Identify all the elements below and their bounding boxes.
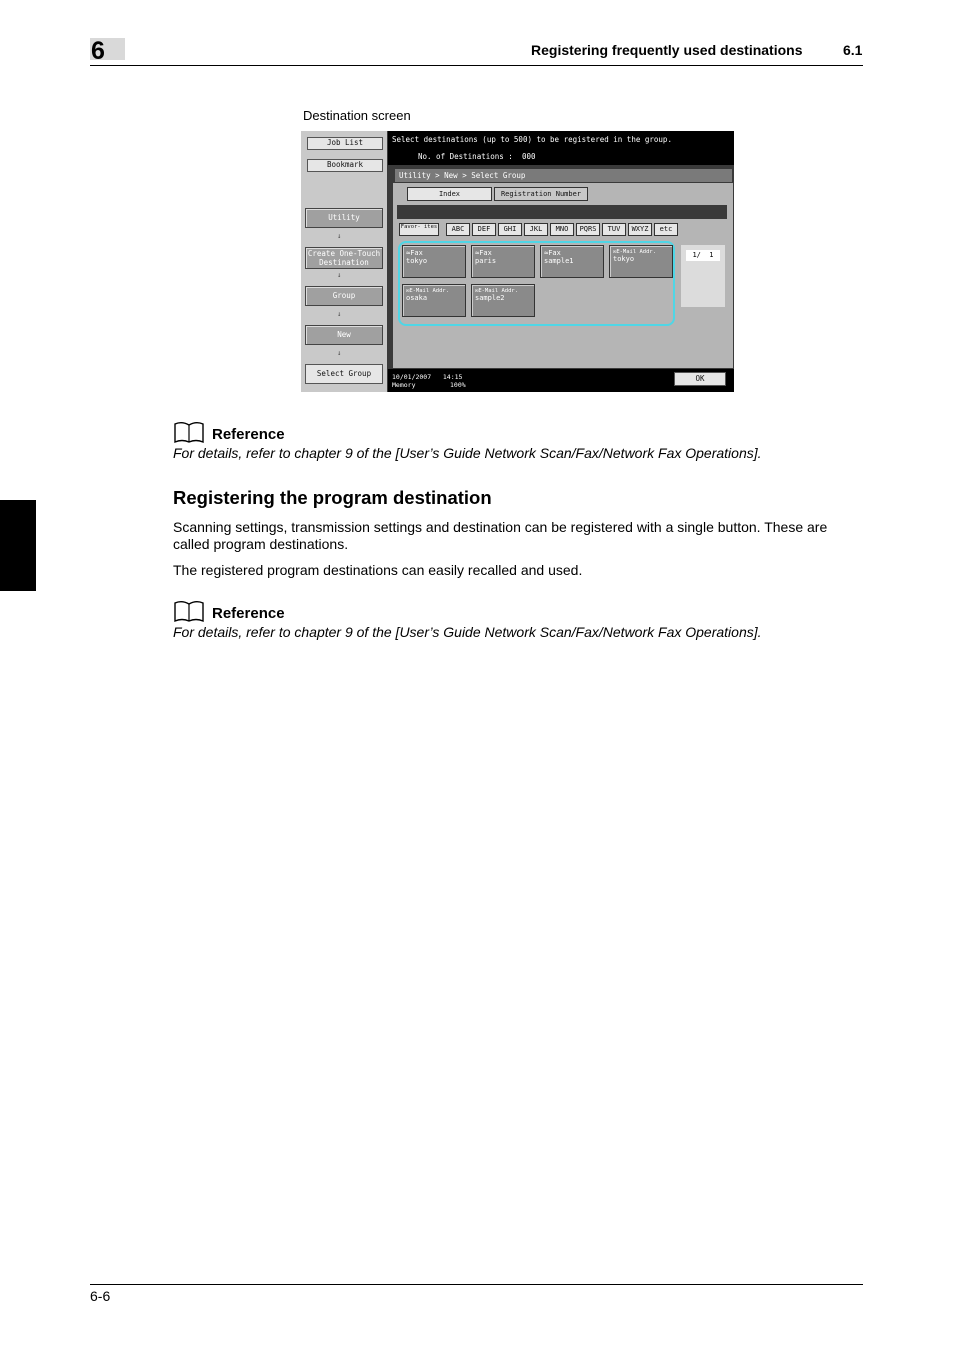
- email-icon: ✉E-Mail Addr.: [613, 249, 657, 255]
- destination-panel: [393, 183, 733, 368]
- footer-rule: [90, 1284, 863, 1285]
- fax-icon: ≈Fax: [544, 249, 561, 257]
- reference-text: For details, refer to chapter 9 of the [User’s Guide Network Scan/Fax/Network Fax Operations].: [173, 624, 762, 640]
- destination-button[interactable]: [609, 245, 673, 278]
- section-title: Registering the program destination: [173, 487, 492, 508]
- section-paragraph: Scanning settings, transmission settings and destination can be registered with a single button. These are called program destinations.: [173, 519, 828, 552]
- destination-count-value: 000: [522, 152, 536, 161]
- tab-ghi[interactable]: GHI: [498, 223, 522, 236]
- destination-count-label: No. of Destinations :: [418, 152, 513, 161]
- reference-text: For details, refer to chapter 9 of the [User’s Guide Network Scan/Fax/Network Fax Operations].: [173, 445, 762, 461]
- tab-pqrs[interactable]: PQRS: [576, 223, 600, 236]
- book-icon: [173, 599, 205, 623]
- breadcrumb: Utility > New > Select Group: [395, 169, 732, 182]
- down-arrow-icon: ↓: [337, 310, 342, 318]
- search-bar: [397, 205, 727, 219]
- destination-name: paris: [475, 257, 497, 265]
- tab-index[interactable]: Index: [407, 187, 492, 201]
- tab-jkl[interactable]: JKL: [524, 223, 548, 236]
- email-icon: ✉E-Mail Addr.: [475, 288, 519, 294]
- fax-icon: ≈Fax: [475, 249, 492, 257]
- tab-def[interactable]: DEF: [472, 223, 496, 236]
- bookmark-button[interactable]: Bookmark: [307, 159, 383, 172]
- memory-label: Memory: [392, 381, 416, 389]
- page-number: 6-6: [90, 1288, 111, 1304]
- destination-name: osaka: [406, 294, 428, 302]
- tab-tuv[interactable]: TUV: [602, 223, 626, 236]
- chapter-thumb-tab: [0, 500, 36, 591]
- screen-message: Select destinations (up to 500) to be registered in the group.: [392, 135, 672, 144]
- destination-name: sample1: [544, 257, 574, 265]
- destination-button[interactable]: [471, 245, 535, 278]
- job-list-button[interactable]: Job List: [307, 137, 383, 150]
- down-arrow-icon: ↓: [337, 271, 342, 279]
- nav-group[interactable]: Group: [305, 286, 383, 306]
- tab-registration-number[interactable]: Registration Number: [494, 187, 588, 201]
- date-time: 10/01/2007 14:15: [392, 373, 463, 381]
- fax-icon: ≈Fax: [406, 249, 423, 257]
- chapter-number: 6: [91, 37, 105, 65]
- ok-button[interactable]: OK: [674, 372, 726, 386]
- destination-name: tokyo: [613, 255, 635, 263]
- down-arrow-icon: ↓: [337, 349, 342, 357]
- page-indicator: 1/ 1: [686, 250, 720, 261]
- destination-name: sample2: [475, 294, 505, 302]
- header-rule: [90, 65, 863, 66]
- destination-button[interactable]: [540, 245, 604, 278]
- status-bar: [388, 369, 734, 392]
- nav-select-group[interactable]: Select Group: [305, 364, 383, 384]
- destination-screen-image: [301, 131, 734, 392]
- reference-heading: Reference: [212, 426, 285, 443]
- page-panel: [681, 245, 725, 307]
- destination-button[interactable]: [402, 245, 466, 278]
- running-header-section: 6.1: [843, 42, 863, 58]
- figure-caption: Destination screen: [303, 108, 411, 123]
- email-icon: ✉E-Mail Addr.: [406, 288, 450, 294]
- memory-value: 100%: [450, 381, 466, 389]
- running-header-title: Registering frequently used destinations: [531, 42, 803, 58]
- nav-new[interactable]: New: [305, 325, 383, 345]
- tab-mno[interactable]: MNO: [550, 223, 574, 236]
- nav-utility[interactable]: Utility: [305, 208, 383, 228]
- book-icon: [173, 420, 205, 444]
- destination-name: tokyo: [406, 257, 428, 265]
- screen-message-bar: [388, 131, 734, 165]
- nav-create-one-touch[interactable]: Create One-Touch Destination: [305, 247, 383, 269]
- down-arrow-icon: ↓: [337, 232, 342, 240]
- tab-abc[interactable]: ABC: [446, 223, 470, 236]
- reference-heading: Reference: [212, 605, 285, 622]
- tab-favorites[interactable]: Favor- ites: [399, 223, 439, 236]
- tab-wxyz[interactable]: WXYZ: [628, 223, 652, 236]
- destination-button[interactable]: [402, 284, 466, 317]
- destination-button[interactable]: [471, 284, 535, 317]
- section-paragraph: The registered program destinations can easily recalled and used.: [173, 562, 583, 578]
- tab-etc[interactable]: etc: [654, 223, 678, 236]
